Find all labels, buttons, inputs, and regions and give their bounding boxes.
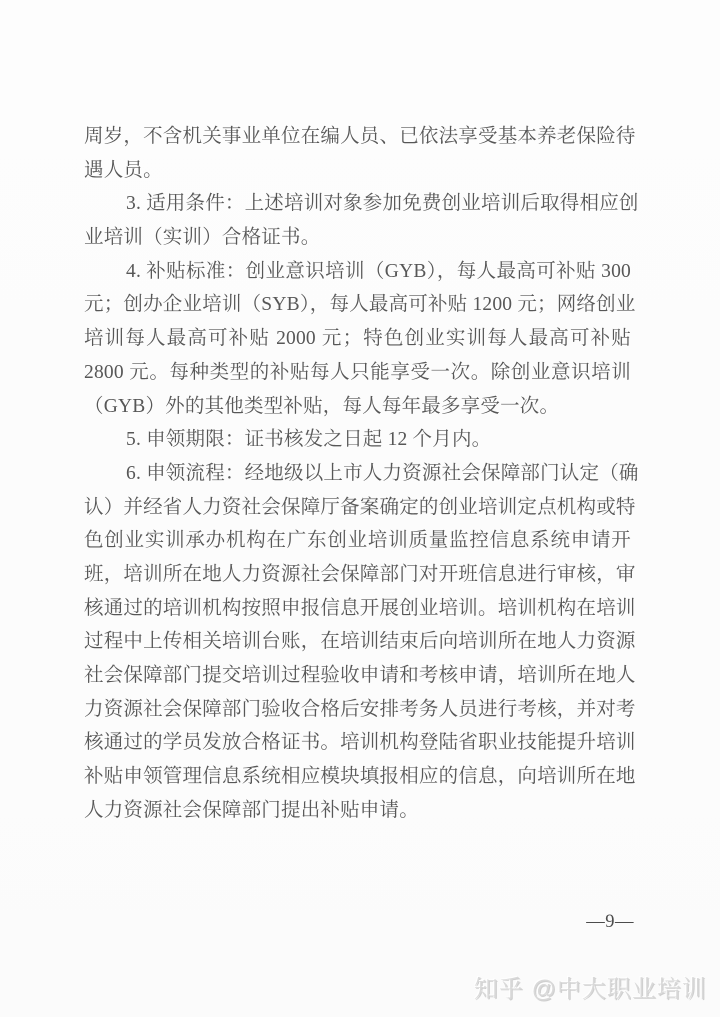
text-line: 培训每人最高可补贴 2000 元；特色创业实训每人最高可补贴 <box>84 328 631 350</box>
text-line: 5. 申领期限：证书核发之日起 12 个月内。 <box>126 429 492 451</box>
document-body <box>84 120 639 827</box>
text-line: 遇人员。 <box>84 159 163 181</box>
paragraph <box>84 120 636 187</box>
paragraph <box>84 187 639 254</box>
text-line: 2800 元。每种类型的补贴每人只能享受一次。除创业意识培训 <box>84 361 631 383</box>
text-line: 3. 适用条件：上述培训对象参加免费创业培训后取得相应创 <box>126 193 639 215</box>
text-line: 力资源社会保障部门验收合格后安排考务人员进行考核，并对考 <box>84 698 636 720</box>
text-line: 补贴申领管理信息系统相应模块填报相应的信息，向培训所在地 <box>84 766 636 788</box>
text-line: 业培训（实训）合格证书。 <box>84 227 321 249</box>
watermark: 知乎 @中大职业培训 <box>473 976 707 1003</box>
text-line: 色创业实训承办机构在广东创业培训质量监控信息系统申请开 <box>84 530 631 552</box>
paragraph <box>84 457 639 828</box>
text-line: 4. 补贴标准：创业意识培训（GYB），每人最高可补贴 300 <box>126 260 631 282</box>
text-line: 核通过的培训机构按照申报信息开展创业培训。培训机构在培训 <box>84 597 636 619</box>
text-line: 班，培训所在地人力资源社会保障部门对开班信息进行审核，审 <box>84 563 636 585</box>
text-line: 6. 申领流程：经地级以上市人力资源社会保障部门认定（确 <box>126 462 639 484</box>
text-line: 社会保障部门提交培训过程验收申请和考核申请，培训所在地人 <box>84 665 636 686</box>
text-line: 周岁，不含机关事业单位在编人员、已依法享受基本养老保险待 <box>84 126 636 147</box>
paragraph <box>84 255 636 423</box>
paragraph <box>84 423 631 457</box>
text-line: 过程中上传相关培训台账，在培训结束后向培训所在地人力资源 <box>84 631 636 653</box>
text-line: 元；创办企业培训（SYB），每人最高可补贴 1200 元；网络创业 <box>84 294 636 316</box>
text-line: 人力资源社会保障部门提出补贴申请。 <box>84 799 419 821</box>
text-line: （GYB）外的其他类型补贴，每人每年最多享受一次。 <box>84 395 560 417</box>
text-line: 认）并经省人力资社会保障厅备案确定的创业培训定点机构或特 <box>84 496 636 518</box>
page-number: —9— <box>586 912 634 932</box>
text-line: 核通过的学员发放合格证书。培训机构登陆省职业技能提升培训 <box>84 732 636 754</box>
